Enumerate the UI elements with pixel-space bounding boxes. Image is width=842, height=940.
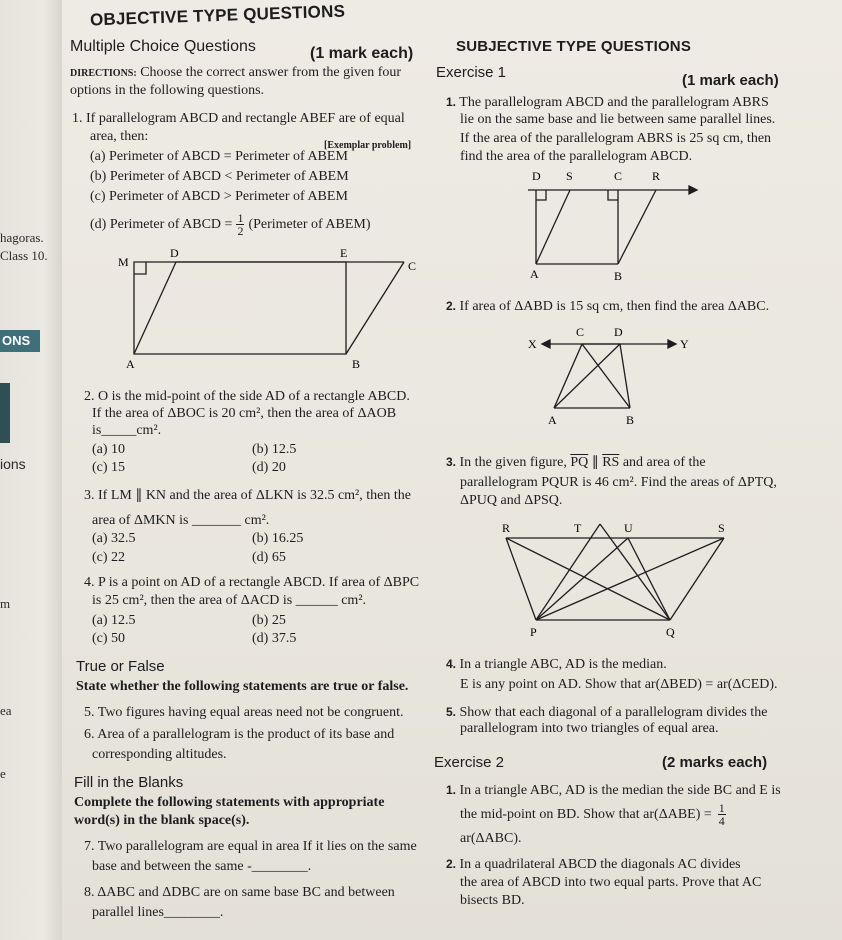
edge-heading-band: ONS <box>0 330 40 352</box>
exercise-1-marks: (1 mark each) <box>682 72 779 89</box>
label-d: D <box>614 325 623 339</box>
fraction-numerator: 1 <box>718 801 725 815</box>
label-m: M <box>118 255 129 269</box>
option-c: (c) 50 <box>92 631 126 646</box>
triangles-between-parallels-figure <box>526 324 694 432</box>
question-number: 7. <box>84 839 95 854</box>
label-a: A <box>548 413 557 427</box>
question-text: If the area of ΔBOC is 20 cm², then the area of ΔAOB <box>92 406 397 421</box>
question-number: 6. <box>84 727 95 742</box>
option-a: (a) 32.5 <box>92 531 136 546</box>
question-text: Show that each diagonal of a parallelogram divides the <box>459 705 768 720</box>
question-text: Two parallelogram are equal in area If it lies on the same <box>97 839 417 854</box>
question-number: 5. <box>84 705 95 720</box>
parallelogram-pqur-figure <box>500 518 730 644</box>
slant-side <box>134 262 176 354</box>
question-text: If area of ΔABD is 15 sq cm, then find the area ΔABC. <box>459 299 770 314</box>
mcq-marks: (1 mark each) <box>310 45 414 62</box>
label-s: S <box>566 169 573 183</box>
exemplar-tag: [Exemplar problem] <box>324 140 412 151</box>
line-qr <box>506 538 670 620</box>
question-text: O is the mid-point of the side AD of a rectangle ABCD. <box>98 389 410 404</box>
question-text: Area of a parallelogram is the product of its base and <box>97 727 395 742</box>
question-text: the mid-point on BD. Show that ar(ΔABE) = <box>460 807 712 822</box>
option-b: (b) 12.5 <box>252 442 297 457</box>
question-text: corresponding altitudes. <box>92 747 227 762</box>
fraction-numerator: 1 <box>237 211 244 225</box>
rectangle-shape <box>134 262 346 354</box>
edge-text: Class 10. <box>0 248 48 263</box>
label-d: D <box>532 169 541 183</box>
question-text: is 25 cm², then the area of ΔACD is ______ cm². <box>92 593 367 608</box>
question-number: 1. <box>446 95 457 109</box>
edge-text: ea <box>0 703 12 718</box>
edge-text: hagoras. <box>0 230 44 245</box>
question-number: 2. <box>446 299 457 313</box>
question-number: 8. <box>84 885 95 900</box>
question-number: 1. <box>72 111 83 126</box>
label-c: C <box>614 169 623 183</box>
label-a: A <box>126 357 135 371</box>
side-qu <box>628 538 670 620</box>
question-text: area, then: <box>90 129 149 144</box>
question-text: ΔABC and ΔDBC are on same base BC and between <box>97 885 395 900</box>
label-x: X <box>528 337 537 351</box>
side-bd <box>620 344 630 408</box>
question-text: lie on the same base and lie between same parallel lines. <box>460 112 776 127</box>
question-text: parallelogram PQUR is 46 cm². Find the areas of ΔPTQ, <box>460 475 777 490</box>
label-c: C <box>408 259 417 273</box>
previous-page-edge <box>0 0 62 940</box>
question-number: 5. <box>446 705 457 719</box>
label-t: T <box>574 521 582 535</box>
label-a: A <box>530 267 539 281</box>
side-as <box>536 190 570 264</box>
label-b: B <box>626 413 635 427</box>
right-angle-mark <box>134 262 146 274</box>
exercise-2-marks: (2 marks each) <box>662 754 768 771</box>
side-ad <box>554 344 620 408</box>
parallel-symbol: ∥ <box>591 455 599 470</box>
question-text: parallel lines________. <box>92 905 224 920</box>
label-u: U <box>624 521 633 535</box>
question-text: In a quadrilateral ABCD the diagonals AC divides <box>459 857 741 872</box>
directions-text: options in the following questions. <box>70 83 265 98</box>
option-a: (a) Perimeter of ABCD = Perimeter of ABEM <box>90 149 348 164</box>
true-false-heading: True or False <box>76 658 165 675</box>
side-bc <box>582 344 630 408</box>
option-d: (d) Perimeter of ABCD = <box>90 217 233 232</box>
label-d: D <box>170 246 179 260</box>
fraction-half <box>236 212 244 237</box>
question-text: The parallelogram ABCD and the parallelogram ABRS <box>459 95 769 110</box>
fraction-quarter <box>718 802 726 827</box>
option-d: (d) 65 <box>252 550 286 565</box>
question-text: the area of ABCD into two equal parts. Prove that AC <box>460 875 762 890</box>
option-a: (a) 12.5 <box>92 613 136 628</box>
label-q: Q <box>666 625 675 639</box>
label-y: Y <box>680 337 689 351</box>
question-text: If parallelogram ABCD and rectangle ABEF are of equal <box>86 111 405 126</box>
option-d: (d) 37.5 <box>252 631 297 646</box>
fraction-denominator: 2 <box>237 224 244 238</box>
question-number: 2. <box>446 857 457 871</box>
fraction-denominator: 4 <box>718 814 725 828</box>
question-number: 3. <box>84 488 95 503</box>
label-p: P <box>530 625 537 639</box>
objective-title: OBJECTIVE TYPE QUESTIONS <box>89 1 346 30</box>
arrow-head <box>689 186 697 194</box>
label-e: E <box>340 246 348 260</box>
edge-text: ions <box>0 456 26 472</box>
question-text: find the area of the parallelogram ABCD. <box>460 149 693 164</box>
question-text: E is any point on AD. Show that ar(ΔBED) = ar(ΔCED). <box>460 677 778 692</box>
question-number: 1. <box>446 783 457 797</box>
option-b: (b) 16.25 <box>252 531 304 546</box>
line-ps <box>536 538 724 620</box>
question-text: ar(ΔABC). <box>460 831 522 846</box>
question-text: In a triangle ABC, AD is the median the side BC and E is <box>459 783 781 798</box>
option-d: (d) 20 <box>252 460 286 475</box>
option-b: (b) 25 <box>252 613 286 628</box>
option-b: (b) Perimeter of ABCD < Perimeter of ABEM <box>90 169 349 184</box>
question-text: In a triangle ABC, AD is the median. <box>459 657 667 672</box>
segment-rs: $\overline{RS}$ <box>602 455 620 470</box>
question-text: parallelogram into two triangles of equal area. <box>460 721 719 736</box>
question-number: 4. <box>84 575 95 590</box>
directions-text: Choose the correct answer from the given four <box>140 65 402 80</box>
question-text: bisects BD. <box>460 893 525 908</box>
question-number: 3. <box>446 455 457 469</box>
exercise-1-heading: Exercise 1 <box>436 64 507 81</box>
label-c: C <box>576 325 585 339</box>
question-number: 4. <box>446 657 457 671</box>
question-text: If LM ∥ KN and the area of ΔLKN is 32.5 cm², then the <box>98 488 411 503</box>
edge-ribbon <box>0 383 10 443</box>
slant-side <box>346 262 404 354</box>
edge-text: m <box>0 596 11 611</box>
label-b: B <box>352 357 361 371</box>
right-angle-mark <box>608 190 618 200</box>
mcq-heading: Multiple Choice Questions <box>70 38 256 55</box>
question-text: ΔPUQ and ΔPSQ. <box>460 493 563 508</box>
option-c: (c) Perimeter of ABCD > Perimeter of ABEM <box>90 189 348 204</box>
option-c: (c) 22 <box>92 550 126 565</box>
label-r: R <box>502 521 511 535</box>
question-text: is_____cm². <box>92 423 162 438</box>
edge-text: e <box>0 766 6 781</box>
option-c: (c) 15 <box>92 460 126 475</box>
question-text: base and between the same -________. <box>92 859 312 874</box>
fill-blanks-instruction: word(s) in the blank space(s). <box>74 813 250 828</box>
question-text: In the given figure, <box>459 455 567 470</box>
parallelograms-same-base-figure <box>522 168 702 284</box>
arrow-head <box>668 340 676 348</box>
parallelogram-rectangle-figure <box>114 246 417 378</box>
option-d-rest: (Perimeter of ABEM) <box>248 217 371 232</box>
question-number: 2. <box>84 389 95 404</box>
exercise-2-heading: Exercise 2 <box>434 754 505 771</box>
label-r: R <box>652 169 661 183</box>
side-br <box>618 190 656 264</box>
side-ac <box>554 344 582 408</box>
option-a: (a) 10 <box>92 442 126 457</box>
directions-label: DIRECTIONS: <box>70 68 137 79</box>
question-text: If the area of the parallelogram ABRS is 25 sq cm, then <box>460 131 772 146</box>
question-text: and area of the <box>622 455 706 470</box>
fill-blanks-heading: Fill in the Blanks <box>74 774 184 791</box>
label-b: B <box>614 269 623 283</box>
question-text: Two figures having equal areas need not be congruent. <box>97 705 404 720</box>
subjective-title: SUBJECTIVE TYPE QUESTIONS <box>456 38 692 55</box>
true-false-instruction: State whether the following statements are true or false. <box>76 679 409 694</box>
right-angle-mark <box>536 190 546 200</box>
label-s: S <box>718 521 725 535</box>
question-text: P is a point on AD of a rectangle ABCD. If area of ΔBPC <box>98 575 420 590</box>
arrow-head <box>542 340 550 348</box>
segment-pq: $\overline{PQ}$ <box>570 455 589 470</box>
fill-blanks-instruction: Complete the following statements with appropriate <box>74 795 385 810</box>
question-text: area of ΔMKN is _______ cm². <box>92 513 270 528</box>
